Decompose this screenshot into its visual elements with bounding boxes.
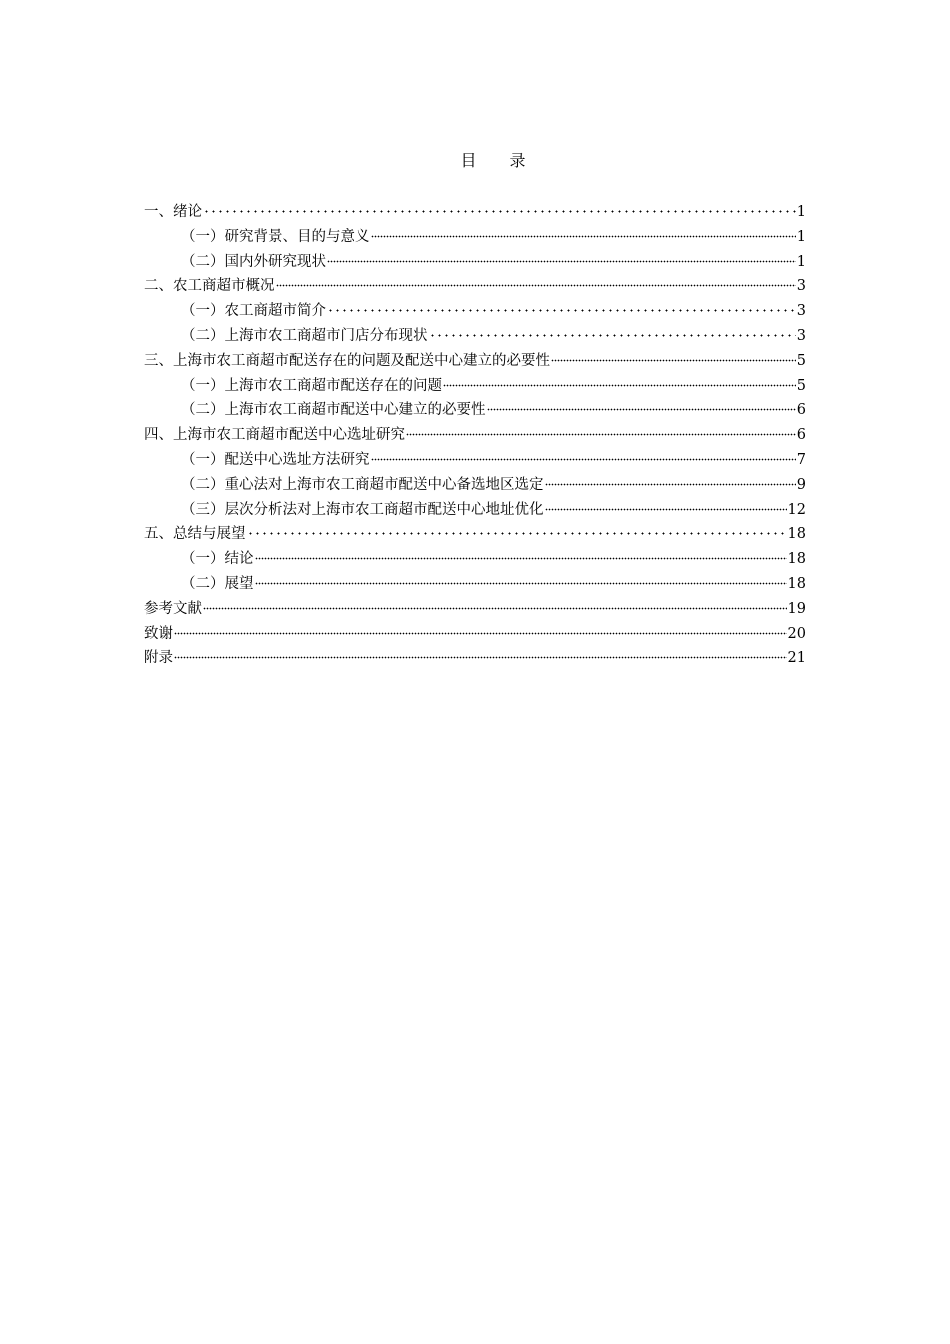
toc-entry-label: （一）农工商超市简介 — [181, 303, 326, 320]
toc-entry-label: （二）国内外研究现状 — [181, 253, 326, 270]
toc-entry-label: （二）展望 — [181, 575, 254, 592]
toc-page-number: 6 — [796, 427, 806, 444]
toc-entry[interactable] — [144, 547, 806, 572]
toc-leader-dots — [371, 228, 796, 238]
toc-leader-dots — [327, 302, 796, 312]
toc-leader-dots — [174, 649, 787, 659]
toc-leader-dots — [443, 377, 796, 387]
toc-page-number: 1 — [796, 204, 806, 220]
toc-leader-dots — [203, 600, 787, 610]
toc-page-number: 1 — [796, 253, 806, 270]
toc-entry[interactable] — [144, 498, 806, 523]
toc-entry[interactable] — [144, 646, 806, 671]
toc-entry-label: 附录 — [144, 650, 173, 667]
toc-entry[interactable] — [144, 374, 806, 399]
toc-page-number: 6 — [796, 402, 806, 419]
toc-leader-dots — [429, 327, 796, 337]
toc-entry[interactable] — [144, 225, 806, 250]
toc-entry[interactable] — [144, 423, 806, 448]
toc-page-number: 1 — [796, 228, 806, 245]
toc-leader-dots — [545, 476, 796, 486]
toc-leader-dots — [255, 550, 787, 560]
toc-entry-label: （一）上海市农工商超市配送存在的问题 — [181, 377, 442, 394]
toc-leader-dots — [247, 525, 787, 535]
toc-page-number: 20 — [787, 625, 806, 642]
toc-page-number: 21 — [787, 650, 806, 667]
toc-leader-dots — [327, 253, 796, 263]
toc-leader-dots — [276, 277, 796, 287]
toc-entry[interactable] — [144, 299, 806, 324]
toc-leader-dots — [487, 401, 796, 411]
toc-leader-dots — [545, 501, 787, 511]
toc-leader-dots — [255, 575, 787, 585]
toc-page-number: 5 — [796, 377, 806, 394]
toc-entry[interactable] — [144, 349, 806, 374]
toc-entry[interactable] — [144, 572, 806, 597]
toc-entry-label: （二）上海市农工商超市配送中心建立的必要性 — [181, 402, 486, 419]
toc-title: 目 录 — [460, 151, 540, 170]
toc-page-number: 5 — [796, 352, 806, 369]
toc-page-number: 3 — [796, 278, 806, 295]
toc-entry[interactable] — [144, 522, 806, 547]
toc-entry[interactable] — [144, 398, 806, 423]
toc-entry[interactable] — [144, 448, 806, 473]
toc-entry-label: 致谢 — [144, 625, 173, 642]
toc-entry-label: 四、上海市农工商超市配送中心选址研究 — [144, 427, 405, 444]
table-of-contents — [144, 200, 806, 671]
toc-leader-dots — [551, 352, 796, 362]
toc-entry[interactable] — [144, 250, 806, 275]
toc-entry[interactable] — [144, 597, 806, 622]
toc-entry-label: （一）配送中心选址方法研究 — [181, 451, 370, 468]
toc-page-number: 9 — [796, 476, 806, 493]
toc-entry-label: （三）层次分析法对上海市农工商超市配送中心地址优化 — [181, 501, 544, 518]
toc-entry-label: （一）结论 — [181, 551, 254, 568]
toc-page-number: 3 — [796, 327, 806, 344]
toc-entry[interactable] — [144, 473, 806, 498]
toc-page-number: 12 — [787, 501, 806, 518]
toc-entry[interactable] — [144, 324, 806, 349]
toc-leader-dots — [406, 426, 796, 436]
toc-page-number: 19 — [787, 600, 806, 617]
toc-entry-label: 二、农工商超市概况 — [144, 278, 275, 295]
toc-entry-label: 一、绪论 — [144, 204, 202, 220]
toc-leader-dots — [203, 203, 796, 213]
toc-page-number: 7 — [796, 451, 806, 468]
toc-page-number: 18 — [787, 575, 806, 592]
toc-entry-label: （二）上海市农工商超市门店分布现状 — [181, 327, 428, 344]
toc-entry-label: 三、上海市农工商超市配送存在的问题及配送中心建立的必要性 — [144, 352, 550, 369]
toc-entry[interactable] — [144, 274, 806, 299]
toc-page-number: 18 — [787, 551, 806, 568]
toc-entry[interactable] — [144, 622, 806, 647]
toc-entry-label: 五、总结与展望 — [144, 526, 246, 543]
toc-leader-dots — [174, 625, 787, 635]
toc-entry-label: （一）研究背景、目的与意义 — [181, 228, 370, 245]
toc-page-number: 3 — [796, 303, 806, 320]
toc-entry[interactable] — [144, 200, 806, 225]
toc-page-number: 18 — [787, 526, 806, 543]
toc-entry-label: （二）重心法对上海市农工商超市配送中心备选地区选定 — [181, 476, 544, 493]
toc-entry-label: 参考文献 — [144, 600, 202, 617]
toc-leader-dots — [371, 451, 796, 461]
